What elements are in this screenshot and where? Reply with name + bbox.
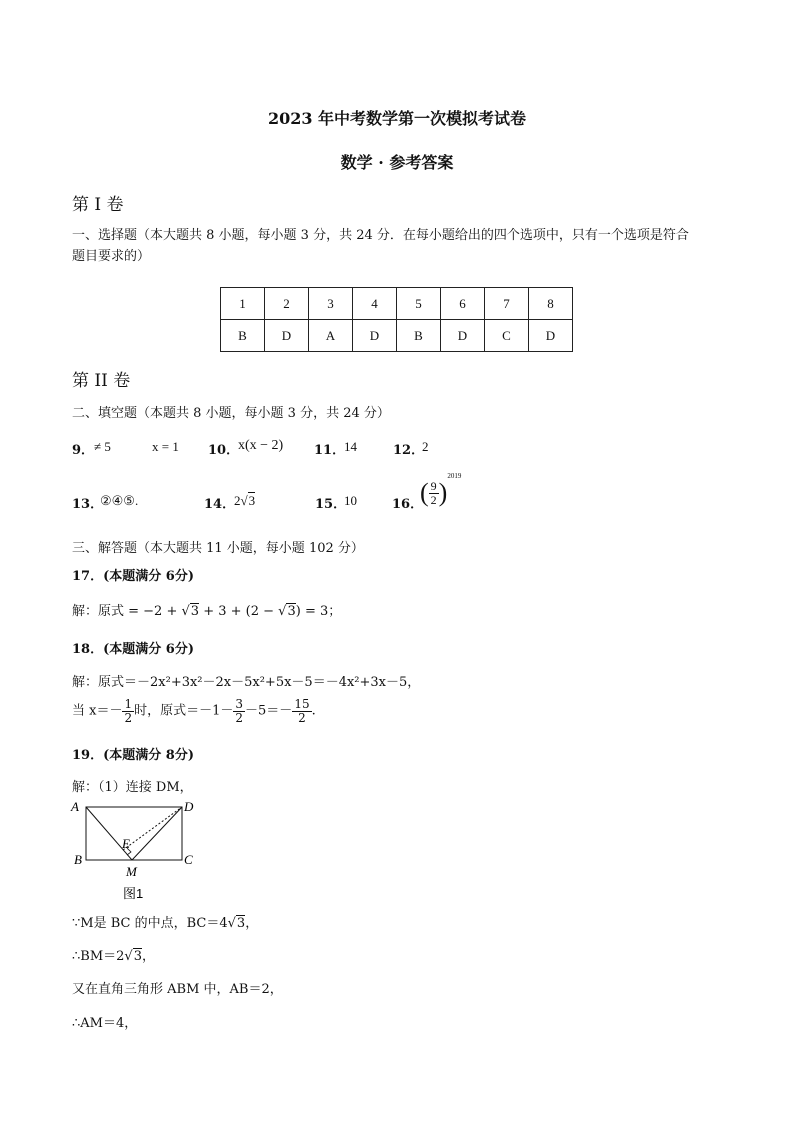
q14-coef: 2 — [234, 493, 241, 508]
volume-2-label: 第 II 卷 — [72, 371, 131, 391]
q17-radicand-2: 3 — [287, 604, 296, 619]
q16-answer — [420, 472, 462, 508]
left-paren: ( — [420, 478, 429, 507]
segment-am — [86, 807, 132, 860]
q9-answer-b: x = 1 — [152, 439, 179, 454]
table-cell: D — [529, 320, 573, 352]
q18-fraction-2 — [233, 698, 245, 724]
table-cell: A — [309, 320, 353, 352]
q15-number: 15． — [315, 497, 347, 512]
q13-answer: ②④⑤. — [100, 493, 139, 508]
q19-text: ∵M是 BC 的中点，BC＝4 — [72, 916, 228, 931]
label-e: E — [122, 836, 130, 851]
answer-table — [220, 287, 573, 352]
denominator: 2 — [124, 710, 133, 725]
label-m: M — [126, 864, 137, 879]
section-2-heading: 二、填空题（本题共 8 小题，每小题 3 分，共 24 分） — [72, 406, 390, 421]
q18-text: . — [311, 703, 316, 719]
label-c: C — [184, 852, 193, 867]
q19-text: ∴BM＝2 — [72, 949, 125, 964]
segment-ed — [123, 807, 182, 850]
q18-text: 当 x＝－ — [72, 703, 123, 719]
table-cell: 6 — [441, 288, 485, 320]
q17-radicand-1: 3 — [190, 604, 200, 619]
numerator: 1 — [124, 697, 133, 711]
q17-sol-part: ) = 3； — [295, 604, 342, 619]
q17-sol-part: 解：原式 = −2 + — [72, 604, 182, 619]
q12-answer: 2 — [422, 439, 429, 454]
section-1-line1: 一、选择题（本大题共 8 小题，每小题 3 分，共 24 分．在每小题给出的四个选项中，只有一个选项是符合 — [72, 228, 689, 243]
q18-fraction-1 — [122, 698, 134, 724]
denominator: 2 — [298, 710, 306, 725]
table-cell: D — [265, 320, 309, 352]
q17-solution — [72, 600, 341, 619]
q19-text: ， — [142, 949, 156, 964]
q9-answer-a: ≠ 5 — [94, 439, 111, 454]
table-cell: 4 — [353, 288, 397, 320]
q14-radicand: 3 — [248, 493, 256, 508]
q9-number: 9． — [72, 443, 95, 458]
q18-text: 时，原式＝－1－ — [134, 703, 234, 719]
table-cell: 3 — [309, 288, 353, 320]
table-cell: D — [353, 320, 397, 352]
figure-1 — [66, 796, 206, 906]
sqrt-icon: √ — [227, 916, 236, 931]
q18-line1: 解：原式＝－2x²+3x²－2x－5x²+5x－5＝－4x²+3x－5， — [72, 675, 421, 690]
q19-line4: 又在直角三角形 ABM 中，AB＝2， — [72, 982, 283, 997]
section-1-line2: 题目要求的） — [72, 249, 151, 264]
q16-exponent: 2019 — [447, 472, 462, 480]
sqrt-icon: √ — [278, 604, 287, 619]
table-cell: 5 — [397, 288, 441, 320]
q18-fraction-3 — [292, 698, 311, 724]
label-a: A — [71, 799, 79, 814]
q19-line1: 解：（1）连接 DM， — [72, 780, 193, 795]
numerator: 3 — [235, 697, 244, 711]
q10-answer: x(x − 2) — [238, 438, 284, 453]
q11-number: 11． — [314, 443, 346, 458]
table-row-answers — [221, 320, 573, 352]
q17-sol-part: + 3 + (2 − — [199, 604, 279, 619]
table-cell: 2 — [265, 288, 309, 320]
table-cell: B — [397, 320, 441, 352]
table-cell: C — [485, 320, 529, 352]
table-cell: 7 — [485, 288, 529, 320]
q18-heading: 18．(本题满分 6分) — [72, 642, 194, 657]
table-row-numbers — [221, 288, 573, 320]
q19-text: ， — [245, 916, 259, 931]
table-cell: D — [441, 320, 485, 352]
table-cell: 8 — [529, 288, 573, 320]
sqrt-icon: √ — [240, 493, 248, 508]
q15-answer: 10 — [344, 493, 357, 508]
q18-text: －5＝－ — [245, 703, 293, 719]
numerator: 15 — [294, 697, 310, 711]
table-cell: B — [221, 320, 265, 352]
q16-fraction — [429, 480, 439, 506]
page-subtitle: 数学 · 参考答案 — [340, 153, 454, 172]
q11-answer: 14 — [344, 439, 357, 454]
volume-1-label: 第 I 卷 — [72, 195, 124, 215]
q16-denominator: 2 — [430, 492, 437, 507]
label-b: B — [74, 852, 82, 867]
table-cell: 1 — [221, 288, 265, 320]
q19-line3 — [72, 945, 155, 964]
q14-number: 14． — [204, 497, 236, 512]
q14-answer — [234, 493, 255, 509]
q13-number: 13． — [72, 497, 104, 512]
q19-radicand: 3 — [133, 949, 142, 964]
q19-heading: 19．(本题满分 8分) — [72, 748, 194, 763]
sqrt-icon: √ — [124, 949, 133, 964]
right-paren: ) — [438, 478, 448, 507]
q19-radicand: 3 — [236, 916, 246, 931]
q16-numerator: 9 — [430, 478, 437, 493]
sqrt-icon: √ — [181, 604, 190, 619]
label-d: D — [184, 799, 194, 814]
rectangle-abcd — [86, 807, 182, 860]
q12-number: 12． — [393, 443, 425, 458]
segment-md — [132, 807, 182, 860]
q10-number: 10． — [208, 443, 240, 458]
q18-line2 — [72, 698, 316, 724]
section-3-heading: 三、解答题（本大题共 11 小题，每小题 102 分） — [72, 541, 364, 556]
q16-number: 16． — [392, 497, 424, 512]
q17-heading: 17．(本题满分 6分) — [72, 569, 194, 584]
page-title: 2023 年中考数学第一次模拟考试卷 — [267, 109, 527, 128]
denominator: 2 — [235, 710, 244, 725]
q19-line2 — [72, 912, 258, 931]
figure-caption: 图1 — [123, 886, 144, 901]
q19-line5: ∴AM＝4， — [72, 1016, 138, 1031]
